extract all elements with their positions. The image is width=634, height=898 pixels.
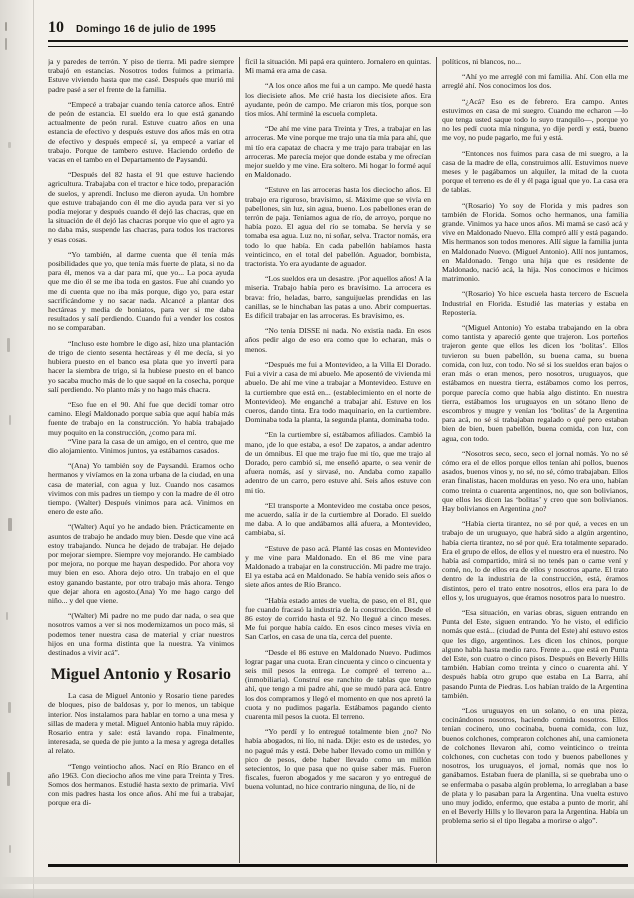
paragraph: “Empecé a trabajar cuando tenía catorce años. Entré de peón de estancia. El sueldo era lo que está ganando actualmente de peón rural. Estuve cuatro años en una estancia de efectivo y después estuve dos años más en otra de efectivo y después empecé sí, ya empecé a variar el trabajo. Porque de tambero estuve. Haciendo ordeño de vacas en el tambo en el Departamento de Paysandú. [48,99,234,165]
scan-mark [8,702,11,713]
column-divider [436,57,437,863]
paragraph: “(Walter) Mi padre no me pudo dar nada, o sea que nosotros vamos a ver si nos modernizamos un poco más, si podemos tener nuestra casa de material y criar nuestros hijos en una forma distinta que la nuestra. Ya vinimos destinados a vivir acá”. [48,611,234,657]
paragraph: “El transporte a Montevideo me costaba once pesos, me acuerdo, salía ir de la curtiembre al Dorado. El sueldo me daba. A lo que andábamos allá afuera, a Montevideo, cambiaba, sí. [245,500,431,538]
scan-bottom-band [0,889,634,898]
paragraph: “(Miguel Antonio) Yo estaba trabajando en la obra como tantista y apareció gente que trajeron. Los porteños trajeron gente que ellos les dicen los ‘bolitas’. Ellos tuvieron su buen pabellón, su buena cama, su buena comida, con luz, con todo. No sé si los sueldos eran bajos o eran más o eran menos, pero nosotros, uruguayos, que estábamos en nuestra tierra, estábamos como los perros, porque parecía como que había algo distinto. En nuestra tierra, estábamos los uruguayos en un sótano lleno de escombros y mugre y venían los ‘bolitas’ de la Argentina para acá, no sé si trabajaban regalado o qué pero estaban bien de bien, buen pabellón, buena comida, con luz, con agua, con todo. [442,323,628,443]
paragraph: “Ahí yo me arreglé con mi familia. Ahí. Con ella me arreglé ahí. Nos conocimos los dos. [442,72,628,91]
paragraph: “(Rosario) Yo hice escuela hasta tercero de Escuela Industrial en Florida. Estudié las materias y estaba en Repostería. [442,289,628,317]
paragraph: “Los sueldos era un desastre. ¡Por aquellos años! A la miseria. Trabajo había pero es bravísimo. La arrocera es brava: frío, heladas, barro, sanguijuelas prendidas en las canillas, se le hinchaban las patas a uno. Abrir compuertas. Es difícil trabajar en las arroceras. Es bravísimo, es. [245,274,431,321]
scan-mark [7,772,10,786]
article-column-2 [245,57,431,863]
paragraph: ja y paredes de terrón. Y piso de tierra. Mi padre siempre trabajó en estancias. Nosotros todos fuimos a primaria. Estuve viviendo hasta que me casé. Después que murió mi padre pasé a ser el frente de la familia. [48,57,234,94]
paragraph: La casa de Miguel Antonio y Rosario tiene paredes de bloques, piso de baldosas y, por lo menos, un tabique interior. Nos instalamos para hablar en torno a una mesa y sillas de madera y metal. Miguel Antonio habla muy rápido. Rosario entra y sale: está lavando ropa. Finalmente, interesada, se queda de pie junto a la mesa y agrega detalles al relato. [48,691,234,756]
masthead-line [48,19,628,37]
scan-mark [5,22,7,31]
paragraph: “Incluso este hombre le digo así, hizo una plantación de trigo de ciento sesenta hectáreas y él me decía, si yo hubiera puesto en el banco esa plata que yo invertí para hacer la siembra de trigo, si la hubiese puesto en el banco yo sacaba mucho más de lo que saqué en la cosecha, porque salí perdiendo. No planto más y no hago más chacra. [48,338,234,394]
paragraph: políticos, ni blancos, no... [442,57,522,66]
paragraph: “Había cierta tirantez, no sé por qué, a veces en un trabajo de un uruguayo, que habrá sido a algún argentino, había cierta tirantez, no sé por qué. Era totalmente separado. Era el grupo de ellos, de ellos y el nuestro era el nuestro. No había así compartido, mirá si no tenés pan o carne vení y comé, no, lo de ellos era de ellos y nosotros aparte. El trato dentro de la industria de la construcción, está, éramos distintos, pero el trato entre nosotros, ellos era para lo de ellos y, los uruguayos, que éramos nosotros para lo nuestro. [442,519,628,602]
paragraph: “Estuve de paso acá. Planté las cosas en Montevideo y me vine para Maldonado. En el 86 me vine para Maldonado a trabajar en la construcción. Mi padre me trajo. El ya estaba acá en Maldonado. Se había venido seis años o siete años antes de Río Branco. [245,543,431,590]
paragraph: “No tenía DISSE ni nada. No existía nada. En esos años pedir algo de eso era como que lo echaran, más o menos. [245,326,431,354]
paragraph: “(Ana) Yo también soy de Paysandú. Eramos ocho hermanos y vivíamos en la zona urbana de la ciudad, en una casa de material, con agua y luz. Cuando nos casamos vivimos con mis padres un tiempo y con la madre de él otro tiempo. (Walter) Después vinimos para acá. Vinimos en enero de este año. [48,461,234,517]
paragraph: “Eso fue en el 90. Ahí fue que decidí tomar otro camino. Elegí Maldonado porque sabía que aquí había más fuente de trabajo en la construcción. Yo había trabajado muy poquito en la construcción, ¿como para mí. [48,399,234,437]
article-column-3 [442,57,628,863]
paragraph: “Entonces nos fuimos para casa de mi suegro, a la casa de la madre de ella, construimos allí. Estuvimos nueve meses y le pagábamos un alquiler, la mitad de la cuota porque el terreno es de él y él paga igual que yo. La casa era de tablas. [442,148,628,195]
paragraph: “Después me fui a Montevideo, a la Villa El Dorado. Fui a vivir a casa de mi abuelo. Me aposentó de vivienda mi abuelo. De ahí me vine a trabajar a Montevideo. Estuve en la curtiembre que está en... (establecimiento en el norte de Montevideo). Me enganché a trabajar ahí. Estuve en los cueros, dando tinta. Era todo maquinario, en la curtiembre. Dominaba toda la planta, la segunda planta, dominaba todo. [245,359,431,425]
paragraph: “Desde el 86 estuve en Maldonado Nuevo. Pudimos lograr pagar una cuota. Eran cincuenta y cinco o cincuenta y seis mil pesos la entrega. Le compré el terreno a... (inmobiliaria). Construí ese ranchito de tablas que tengo ahí, que tengo a mi padre ahí, que se mudó para acá. Entre los dos compramos y llegó el momento en que nos apretó la cuota y no pudimos pagarla. Estábamos pagando ciento cuarenta mil pesos la cuota. El terreno. [245,647,431,721]
paragraph: “Yo perdí y lo entregué totalmente bien ¿no? No había abogados, ni lío, ni nada. Dije: esto es de ustedes, yo no pagué más y está. Debe haber llevado como un millón y pico de pesos, debe haber llevado como un millón setecientos, lo que pasa que no quise saber más. Fueron fiscales, fueron abogados y me sacaron y yo entregué de buena voluntad, no hice contrario ninguna, de lío, ni de [245,727,431,792]
paragraph: “De ahí me vine para Treinta y Tres, a trabajar en las arroceras. Me vine porque me trajo una tía mía para ahí, que mi tío era capataz de chacra y me trajo para trabajar en las arroceras. Me parecía mejor que donde estaba y me ofrecían mejor sueldo y me vine. Era soltero. Mi hogar lo formé aquí en Maldonado. [245,124,431,180]
scan-mark [9,845,11,853]
scan-mark [9,415,11,425]
page-number: 10 [48,19,64,36]
article-body [48,57,628,863]
paragraph: “Tengo veintiocho años. Nací en Río Branco en el año 1963. Con dieciocho años me vine para Treinta y Tres. Somos dos hermanos. Estudié hasta sexto de primaria. Viví con mis padres hasta los once años. Ahí me fui a trabajar, porque era di- [48,761,234,808]
scan-mark [5,38,7,50]
page-left-edge [0,0,34,898]
paragraph: fícil la situación. Mi papá era quintero. Jornalero en quintas. Mi mamá era ama de casa. [245,57,431,76]
scan-mark [8,142,11,148]
scan-mark [6,612,8,620]
scan-bottom-band [0,877,634,884]
paragraph: “¿Acá? Eso es de febrero. Era campo. Antes estuvimos en casa de mi suegro. Cuando me echaron —lo que tenga usted saque todo lo suyo tranquilo—, porque yo no les pedí cuota mía ninguna, yo dije perdí y está, bueno me voy, no pude pagarlo, me fui y está. [442,96,628,143]
paragraph: “Esa situación, en varias obras, siguen entrando en Punta del Este, siguen entrando. Yo he visto, el edificio nomás que está... (ciudad de Punta del Este) ahí estuvo estos que les digo, argentinos. Les dicen los chinos, porque alguno habla hasta medio raro. Frente a... que está en Punta del Este, son cuatro o cinco pisos. Después en Beverly Hills también. Habían como treinta y cinco o cuarenta ahí. Y después había otro grupo que estaba en La Barra, ahí pasando Punta de Piedras. Los habían traído de la Argentina también. [442,607,628,700]
article-column-1 [48,57,234,863]
paragraph: “Había estado antes de vuelta, de paso, en el 81, que fue cuando fracasó la industria de la construcción. Desde el 86 estoy de corrido hasta el 92. No llegué a cinco meses. Me fui porque había caído. En esos cinco meses vivía en San Carlos, en casa de una tía, cerca del puente. [245,595,431,642]
masthead-rule [48,40,628,47]
section-heading: Miguel Antonio y Rosario [50,666,232,684]
paragraph: “En la curtiembre sí, estábamos afiliados. Cambió la mano, ¡de lo que estaba, a eso! De zapatos, a andar adentro de un ómnibus. El que me trajo fue mi tío, que me trajo al Dorado, pero cambió sí, me enseñó aparte, o sea venir de afuera nomás, así y sirvasé, no. Andaba como zapallo adentro de un carro, pero estuve ahí. Seis años estuve con mi tío. [245,430,431,495]
paragraph: “Yo también, al darme cuenta que él tenía más posibilidades que yo, que tenía más fuerte de plata, si no da para él, menos va a dar para mí, que yo... La poca ayuda que me dio él se me iba toda en gastos. Fue ahí cuando yo me di cuenta que no iba más porque, digo yo, para estar sacrificándome y no sacar nada. Alcancé a plantar dos hectáreas y media de boniatos, para ver si me daba resultados y salí perdiendo. Cuando fui a vender los costos no se comparaban. [48,249,234,333]
paragraph: “Estuve en las arroceras hasta los dieciocho años. El trabajo era riguroso, bravísimo, sí. Máxime que se vivía en pabellones, sin luz, sin agua, bueno. Los pabellones eran de terrón de paja. Teníamos agua de río, de arroyo, porque no había pozo. El agua del río se tomaba. Se hervía y se tomaba esa agua. Luz no, ni soñar, selva. Tractor nomás, era todo lo que había. En cada pabellón habíamos hasta veinticinco, en el total del pabellón. Aguador, bombista, tractorista. Yo era ayudante de aguador. [245,185,431,269]
scan-mark [7,338,10,352]
paragraph: “A los once años me fui a un campo. Me quedé hasta los diecisiete años. Me crié hasta los diecisiete años. Era ayudante, peón de campo. Me criaron mis tíos, porque son tíos míos. Ahí terminé la escuela completa. [245,81,431,119]
paragraph: “Vine para la casa de un amigo, en el centro, que me dio alojamiento. Vinimos juntos, ya estábamos casados. [48,436,234,455]
paragraph: “Después del 82 hasta el 91 que estuve haciendo agricultura. Trabajaba con el tractor e hice todo, preparación de suelos, y aprendí. Incluso me dieron ayuda. Un hombre que estuve trabajando con él me dio ayuda para ver si yo podía mejorar y después cuando él dejó las chacras, que en la situación de él dejó las chacras porque vio que el agro ya no daba más, suspende las chacras, para todos los tractores y esas cosas. [48,170,234,244]
masthead [48,19,628,47]
paragraph: “Nosotros seco, seco, seco el jornal nomás. Yo no sé cómo era el de ellos porque ellos tenían ahí pollos, buenos asados, buenos vinos y, no sé, no sé, cómo trabajaban. Ellos eran finalistas, hacen molduras en yeso. No era uno, habían como treinta o cuarenta argentinos, no, que son bolivianos, que ellos les dicen las ‘bolitas’ y creo que son bolivianos. Hay bolivianos en Argentina ¿no? [442,448,628,513]
column-divider [239,57,240,863]
paragraph: “Los uruguayos en un solano, o en una pieza, cocinándonos nosotros, haciendo comida nosotros. Ellos tenían cocinero, uno cocinaba, buena comida, con luz, buenos colchones, compraron colchones ahí, una camioneta de colchones llevaron ahí, como veinticinco o treinta colchones, con cuchetas con todo y buenos pabellones y nosotros, los uruguayos, el jornal, nomás que nos lo ganábamos. Estaban fuera de planilla, si se quebraba uno o se enfermaba o pasaba algún problema, lo arreglaban a base de plata y lo pasaban para la Argentina. Una vuelta estuvo uno muy jodido, enfermo, que estaba a punto de morir, ahí en el Beverly Hills y lo llevaron para la Argentina. Había un problema serio si el tipo llegaba a morirse o algo”. [442,706,628,826]
scan-mark [8,518,12,531]
paragraph: “(Walter) Aquí yo he andado bien. Prácticamente en asuntos de trabajo he andado muy bien. Desde que vine acá estoy trabajando. Nunca he dejado de trabajar. He dejado por mejorar siempre. Siempre voy mejorando. He cambiado por mejora, no porque me hayan despedido. Por ahora voy muy bien en eso. Ahora dejo otro. Un trabajo en el que estoy ganando bastante, por otro trabajo más ahora. Tengo que dejar ahora en agosto.(Ana) Yo me hago cargo del niño... y del que viene. [48,522,234,605]
masthead-date: Domingo 16 de julio de 1995 [76,24,216,35]
article-bottom-rule [48,864,628,867]
paragraph: “(Rosario) Yo soy de Florida y mis padres son también de Florida. Somos ocho hermanos, una familia grande. Vinimos ya hace unos años. Mi mamá se casó acá y vive en Maldonado Nuevo. Ella compró allí y está pagando. Mis hermanos son todos menores. Allí sigue la familia junta en Maldonado Nuevo. (Miguel Antonio). Allí nos juntamos, en Maldonado. Tengo una hija que es residente de Maldonado, nació acá, la hija. Nos conocimos e hicimos matrimonio. [442,200,628,284]
